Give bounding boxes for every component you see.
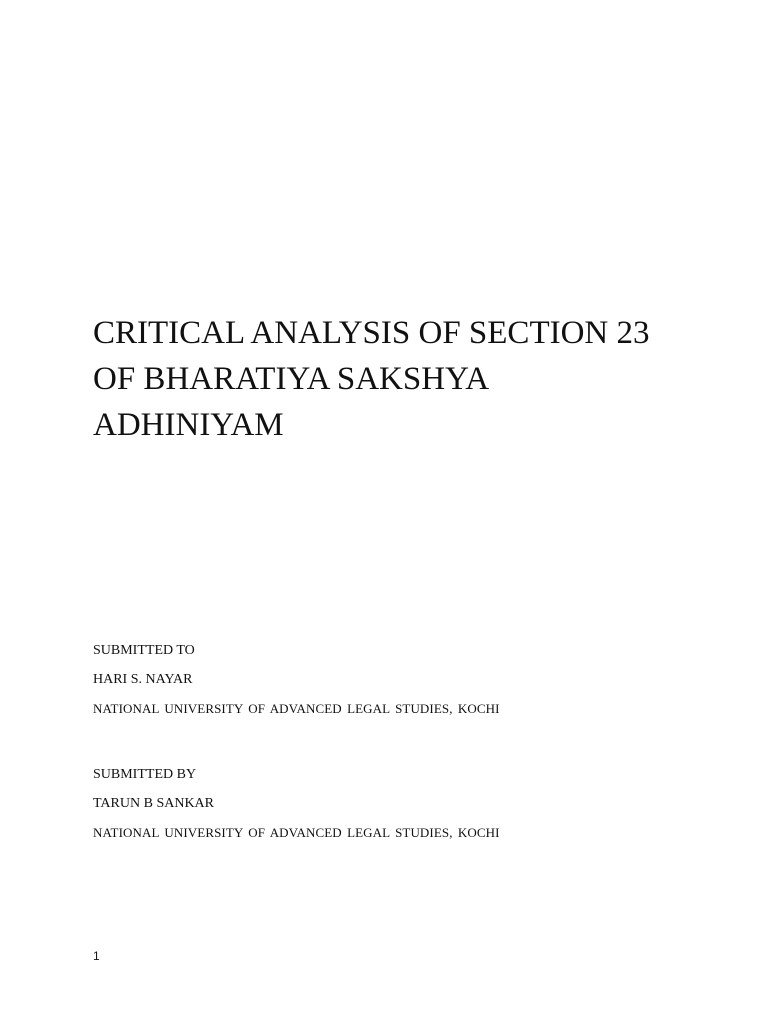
submitted-to-name: HARI S. NAYAR <box>93 672 193 687</box>
submitted-to-institution: NATIONAL UNIVERSITY OF ADVANCED LEGAL STUDIES, KOCHI <box>93 701 500 716</box>
submitted-by-block <box>93 760 500 847</box>
submitted-to-label: SUBMITTED TO <box>93 643 195 658</box>
title-line-1: CRITICAL ANALYSIS OF SECTION 23 <box>93 315 650 351</box>
submitted-by-name: TARUN B SANKAR <box>93 796 215 811</box>
title-line-3: ADHINIYAM <box>93 407 284 443</box>
submitted-by-label: SUBMITTED BY <box>93 767 197 782</box>
page-number: 1 <box>93 949 100 963</box>
title-line-2: OF BHARATIYA SAKSHYA <box>93 361 490 397</box>
document-title <box>93 310 693 448</box>
submitted-by-institution: NATIONAL UNIVERSITY OF ADVANCED LEGAL STUDIES, KOCHI <box>93 825 500 840</box>
submitted-to-block <box>93 636 500 723</box>
